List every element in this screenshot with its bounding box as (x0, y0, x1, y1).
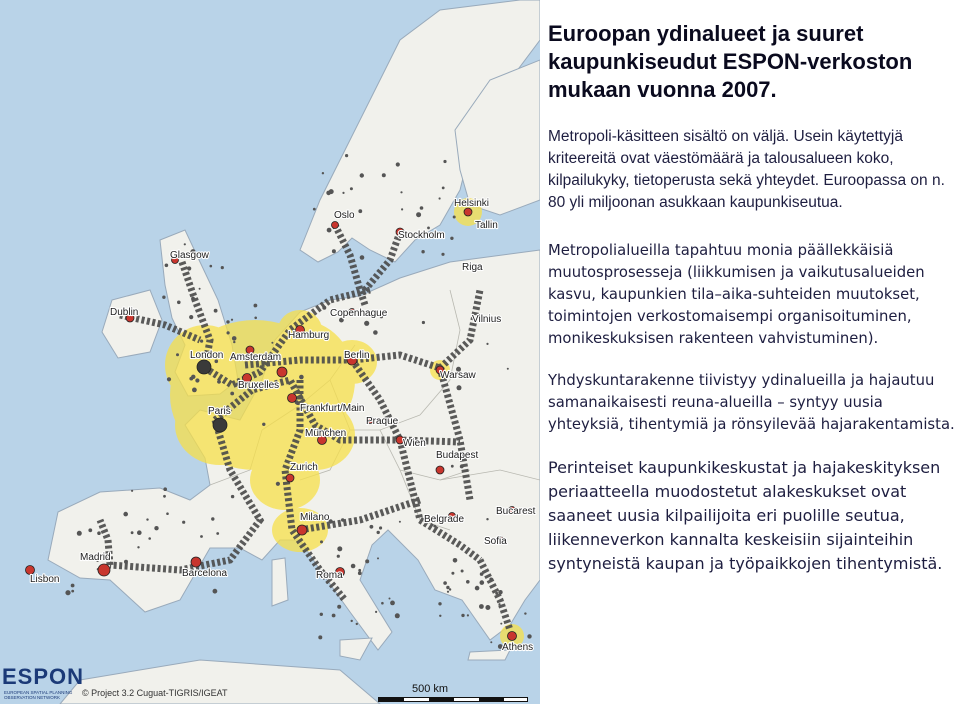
town-dot (216, 532, 219, 535)
label-barcelona: Barcelona (182, 568, 228, 579)
town-dot (400, 191, 402, 193)
town-dot (176, 353, 179, 356)
land-sardinia (272, 558, 288, 606)
town-dot (254, 317, 257, 320)
label-munchen: München (305, 428, 347, 439)
town-dot (299, 375, 304, 380)
town-dot (97, 531, 101, 535)
town-dot (271, 342, 273, 344)
town-dot (123, 512, 128, 517)
town-dot (167, 377, 171, 381)
town-dot (131, 531, 134, 534)
metro-budapest (436, 466, 444, 474)
town-dot (446, 586, 449, 589)
page-title: Euroopan ydinalueet ja suuret kaupunkiseudut ESPON-verkoston mukaan vuonna 2007. (548, 21, 913, 102)
town-dot (365, 559, 369, 563)
town-dot (322, 306, 326, 310)
town-dot (399, 521, 401, 523)
paragraph-yhdyskuntarakenne: Yhdyskuntarakenne tiivistyy ydinalueilla ja hajautuu samanaikaisesti reuna-alueilla – syntyy uusia yhteyksiä, tihentymiä ja rönsyilevää hajarakentamista. (548, 372, 955, 433)
label-dublin: Dublin (110, 307, 139, 318)
town-dot (337, 605, 341, 609)
town-dot (350, 187, 353, 190)
town-dot (460, 465, 464, 469)
town-dot (124, 560, 128, 564)
town-dot (453, 558, 458, 563)
town-dot (441, 253, 444, 256)
town-dot (337, 546, 342, 551)
town-dot (451, 572, 454, 575)
town-dot (461, 614, 464, 617)
town-dot (433, 525, 436, 528)
town-dot (148, 537, 151, 540)
town-dot (262, 423, 265, 426)
town-dot (199, 288, 201, 290)
label-praque: Praque (366, 416, 399, 427)
town-dot (214, 309, 218, 313)
town-dot (200, 340, 203, 343)
map-credit: © Project 3.2 Cuguat-TIGRIS/IGEAT (82, 688, 228, 698)
town-dot (71, 584, 75, 588)
town-dot (230, 392, 234, 396)
town-dot (189, 377, 193, 381)
town-dot (396, 162, 400, 166)
town-dot (341, 518, 344, 521)
town-dot (416, 212, 421, 217)
core-zone-zurich (250, 450, 320, 510)
town-dot (389, 598, 391, 600)
town-dot (498, 603, 500, 605)
town-dot (77, 531, 82, 536)
town-dot (485, 605, 490, 610)
town-dot (187, 266, 191, 270)
label-paris: Paris (208, 406, 231, 417)
label-zurich: Zurich (290, 462, 318, 473)
town-dot (498, 590, 502, 594)
label-roma: Roma (316, 570, 343, 581)
label-tallin: Tallin (475, 220, 498, 231)
town-dot (443, 581, 447, 585)
town-dot (356, 623, 358, 625)
town-dot (226, 320, 229, 323)
town-dot (165, 264, 169, 268)
town-dot (146, 518, 148, 520)
town-dot (527, 634, 531, 638)
town-dot (524, 612, 526, 614)
metro-ruhr (277, 367, 287, 377)
label-frankfurt: Frankfurt/Main (300, 403, 365, 414)
town-dot (373, 330, 378, 335)
metro-paris (213, 418, 227, 432)
label-copenhague: Copenhague (330, 308, 388, 319)
town-dot (427, 227, 430, 230)
label-lisbon: Lisbon (30, 574, 60, 585)
town-dot (217, 380, 221, 384)
label-glasgow: Glasgow (170, 250, 209, 261)
town-dot (345, 154, 348, 157)
town-dot (490, 641, 492, 643)
metro-athens (508, 632, 517, 641)
town-dot (195, 378, 199, 382)
town-dot (370, 525, 374, 529)
town-dot (360, 255, 365, 260)
paragraph-metropoli: Metropoli-käsitteen sisältö on väljä. Usein käytettyjä kriteereitä ovat väestömäärä ja talousalueen koko, kilpailukyky, tietoperusta sekä yhteydet. Euroopassa on n. 80 yli miljoonan asukkaan kaupunkiseutua. (548, 128, 945, 211)
land-sicily (340, 638, 372, 660)
town-dot (184, 243, 186, 245)
label-hamburg: Hamburg (288, 330, 330, 341)
town-dot (486, 343, 488, 345)
town-dot (450, 237, 453, 240)
town-dot (390, 601, 395, 606)
town-dot (489, 578, 493, 582)
town-dot (337, 555, 340, 558)
town-dot (327, 228, 332, 233)
town-dot (379, 526, 382, 529)
town-dot (322, 172, 324, 174)
town-dot (360, 173, 364, 177)
label-milano: Milano (300, 512, 330, 523)
town-dot (137, 530, 142, 535)
town-dot (162, 296, 165, 299)
label-belgrade: Belgrade (424, 514, 465, 525)
metro-zurich (286, 474, 294, 482)
label-madrid: Madrid (80, 552, 111, 563)
town-dot (438, 602, 441, 605)
label-budapest: Budapest (436, 450, 479, 461)
town-dot (466, 580, 470, 584)
metro-oslo (332, 222, 339, 229)
town-dot (461, 570, 464, 573)
town-dot (332, 249, 336, 253)
town-dot (221, 266, 224, 269)
town-dot (358, 209, 362, 213)
label-bucarest: Bucarest (496, 506, 536, 517)
label-stockholm: Stockholm (398, 230, 445, 241)
town-dot (65, 590, 70, 595)
town-dot (443, 160, 446, 163)
metro-barcelona (191, 557, 201, 567)
town-dot (480, 580, 485, 585)
town-dot (358, 571, 362, 575)
town-dot (447, 591, 449, 593)
town-dot (210, 265, 213, 268)
town-dot (163, 487, 167, 491)
town-dot (439, 197, 441, 199)
town-dot (233, 341, 235, 343)
town-dot (137, 546, 139, 548)
town-dot (166, 512, 169, 515)
town-dot (420, 206, 424, 210)
town-dot (227, 331, 230, 334)
town-dot (451, 465, 454, 468)
town-dot (439, 615, 441, 617)
town-dot (163, 495, 166, 498)
town-dot (358, 569, 361, 572)
town-dot (231, 495, 234, 498)
town-dot (154, 526, 158, 530)
town-dot (88, 528, 92, 532)
town-dot (382, 173, 386, 177)
label-vilnius: Vilnius (472, 314, 502, 325)
town-dot (351, 564, 356, 569)
town-dot (191, 297, 195, 301)
label-amsterdam: Amsterdam (230, 352, 282, 363)
town-dot (421, 250, 424, 253)
metro-madrid (98, 564, 110, 576)
town-dot (351, 620, 353, 622)
town-dot (189, 315, 193, 319)
town-dot (486, 518, 488, 520)
town-dot (332, 614, 336, 618)
label-riga: Riga (462, 262, 483, 273)
town-dot (449, 588, 451, 590)
town-dot (479, 604, 484, 609)
label-berlin: Berlin (344, 350, 370, 361)
town-dot (213, 589, 218, 594)
metro-helsinki (464, 208, 472, 216)
town-dot (182, 521, 185, 524)
label-oslo: Oslo (334, 210, 355, 221)
label-sofia: Sofia (484, 536, 507, 547)
paragraph-muutosprosessit: Metropolialueilla tapahtuu monia päällekkäisiä muutosprosesseja (liikkumisen ja vaikutusalueiden kasvu, kaupunkien tila–aika-suhteiden muutokset, toimintojen verkostomaisempi organisoituminen, monikeskuksisen rakenteen vahvistuminen). (548, 242, 925, 347)
town-dot (467, 614, 469, 616)
town-dot (329, 189, 334, 194)
town-dot (375, 611, 377, 613)
label-athens: Athens (502, 642, 534, 653)
town-dot (453, 216, 456, 219)
town-dot (342, 192, 344, 194)
town-dot (381, 602, 384, 605)
town-dot (320, 540, 323, 543)
label-helsinki: Helsinki (454, 198, 490, 209)
town-dot (395, 613, 400, 618)
espon-logo: ESPON (2, 664, 85, 689)
metro-london (197, 360, 211, 374)
label-wien: Wien (403, 438, 426, 449)
town-dot (200, 535, 203, 538)
metro-frankfurt (288, 394, 297, 403)
town-dot (276, 482, 280, 486)
town-dot (232, 336, 237, 341)
scale-label: 500 km (412, 683, 449, 695)
town-dot (71, 590, 74, 593)
label-london: London (190, 350, 224, 361)
town-dot (401, 208, 403, 210)
town-dot (500, 623, 502, 625)
metro-milano (297, 525, 307, 535)
town-dot (377, 531, 380, 534)
paragraph-kaupunkikeskustat: Perinteiset kaupunkikeskustat ja hajakeskityksen periaatteella muodostetut alakeskukset ovat saaneet uusia kilpailijoita eri puolille seutua, liikenneverkon kannalta keskeisiin sijainteihin syntyneistä kaupan ja työpaikkojen tihentymistä. (548, 458, 943, 573)
town-dot (364, 321, 369, 326)
label-warsaw: Warsaw (440, 370, 476, 381)
town-dot (442, 187, 445, 190)
town-dot (320, 613, 323, 616)
town-dot (422, 321, 425, 324)
town-dot (457, 385, 462, 390)
label-bruxelles: Bruxelles (238, 380, 280, 391)
town-dot (480, 572, 484, 576)
town-dot (231, 319, 233, 321)
town-dot (507, 368, 509, 370)
town-dot (313, 208, 316, 211)
town-dot (377, 557, 379, 559)
scale-bar (378, 697, 528, 702)
town-dot (254, 304, 258, 308)
text-panel (548, 20, 956, 596)
town-dot (192, 388, 197, 393)
town-dot (318, 635, 322, 639)
espon-logo-subtitle: EUROPEAN SPATIAL PLANNING OBSERVATION NETWORK (4, 690, 73, 700)
town-dot (475, 586, 480, 591)
town-dot (211, 517, 214, 520)
town-dot (177, 301, 181, 305)
town-dot (131, 490, 133, 492)
town-dot (326, 581, 329, 584)
town-dot (495, 592, 498, 595)
